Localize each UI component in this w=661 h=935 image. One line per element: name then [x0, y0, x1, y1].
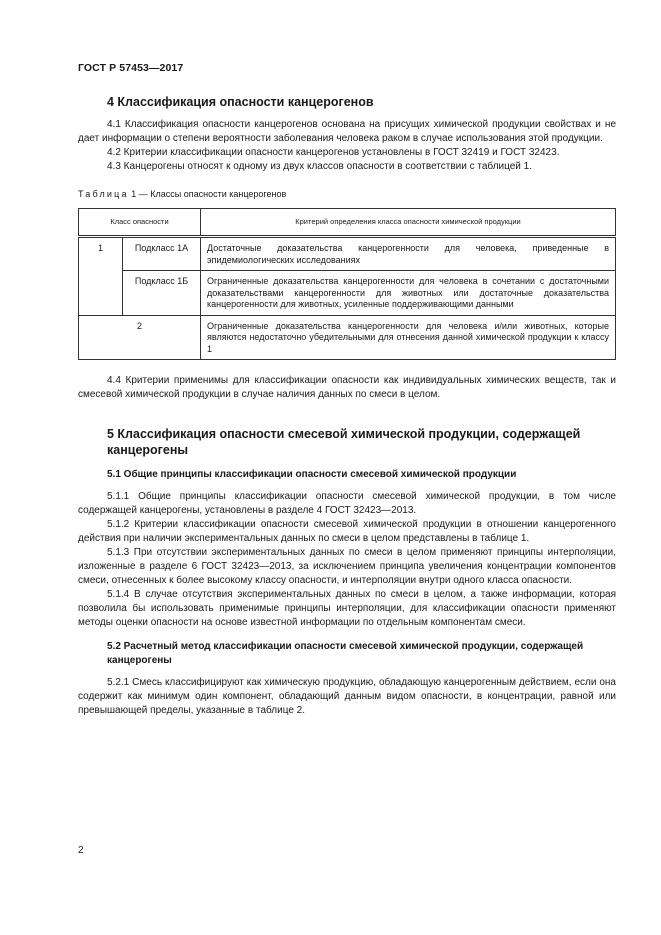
table-1-caption — [78, 188, 616, 200]
table-header-row — [79, 209, 616, 237]
paragraph-5-1-3: 5.1.3 При отсутствии экспериментальных данных по смеси в целом применяют принципы интерполяции, изложенные в разделе 6 ГОСТ 32423—2013, за исключением принципа увеличения концентрации компонентов смеси, отнесенных к более высокому классу опасности, и интерполяции внутри одного класса опасности. — [78, 547, 616, 586]
paragraph-5-1-2: 5.1.2 Критерии классификации опасности смесевой химической продукции в отношении канцерогенного действия при наличии экспериментальных данных по смеси в целом представлены в таблице 1. — [78, 519, 616, 544]
table-cell-criterion: Ограниченные доказательства канцерогенности для человека в сочетании с достаточными доказательствами канцерогенности для животных или достаточные доказательства канцерогенности для животных, усиленные поддерживающими данными — [201, 271, 616, 316]
section-5-title: 5 Классификация опасности смесевой химической продукции, содержащей канцерогены — [107, 427, 581, 457]
paragraph-5-1-1: 5.1.1 Общие принципы классификации опасности смесевой химической продукции, в том числе содержащей канцерогены, установлены в разделе 4 ГОСТ 32423—2013. — [78, 491, 616, 516]
page-content — [78, 88, 616, 718]
paragraph-4-4: 4.4 Критерии применимы для классификации опасности как индивидуальных химических веществ, так и смесевой химической продукции в случае наличия данных по смеси в целом. — [78, 375, 616, 400]
table-caption-text: — Классы опасности канцерогенов — [138, 189, 287, 199]
table-cell-criterion: Ограниченные доказательства канцерогенности для человека и/или животных, которые являются недостаточно убедительными для отнесения данной химической продукции к классу 1 — [201, 315, 616, 360]
subsection-5-1-title: 5.1 Общие принципы классификации опасности смесевой химической продукции — [107, 469, 517, 480]
document-header: ГОСТ Р 57453—2017 — [78, 62, 184, 74]
table-cell-subclass-1b: Подкласс 1Б — [123, 271, 201, 316]
paragraph-4-1: 4.1 Классификация опасности канцерогенов основана на присущих химической продукции свойствах и не дает информации о степени вероятности заболевания человека раком в случае использования этой продукции. — [78, 119, 616, 144]
table-cell-class-2: 2 — [79, 315, 201, 360]
page-number: 2 — [78, 845, 84, 856]
subsection-5-2-title: 5.2 Расчетный метод классификации опасности смесевой химической продукции, содержащей канцерогены — [107, 641, 584, 666]
table-header-class: Класс опасности — [79, 209, 201, 237]
table-cell-subclass-1a: Подкласс 1А — [123, 237, 201, 271]
paragraph-5-2-1: 5.2.1 Смесь классифицируют как химическую продукцию, обладающую канцерогенным действием, если она содержит как минимум один компонент, обладающий данным видом опасности, в концентрации, равной или превышающей пределы, указанные в таблице 2. — [78, 677, 616, 716]
table-caption-label: Таблица — [78, 189, 129, 199]
table-row — [79, 315, 616, 360]
hazard-classes-table — [78, 208, 616, 360]
table-header-criterion: Критерий определения класса опасности химической продукции — [201, 209, 616, 237]
paragraph-4-2: 4.2 Критерии классификации опасности канцерогенов установлены в ГОСТ 32419 и ГОСТ 32423. — [107, 147, 560, 158]
section-4-title: 4 Классификация опасности канцерогенов — [107, 95, 374, 109]
table-cell-criterion: Достаточные доказательства канцерогенности для человека, приведенные в эпидемиологических исследованиях — [201, 237, 616, 271]
paragraph-5-1-4: 5.1.4 В случае отсутствия экспериментальных данных по смеси в целом, а также информации, которая позволила бы использовать применимые принципы интерполяции, для классификации опасности применяют методы оценки опасности на основе известной информации по отдельным компонентам смеси. — [78, 589, 616, 628]
table-caption-number: 1 — [131, 189, 137, 199]
paragraph-4-3: 4.3 Канцерогены относят к одному из двух классов опасности в соответствии с таблицей 1. — [107, 161, 533, 172]
table-row — [79, 271, 616, 316]
table-row — [79, 237, 616, 271]
table-cell-class-1: 1 — [79, 237, 123, 316]
